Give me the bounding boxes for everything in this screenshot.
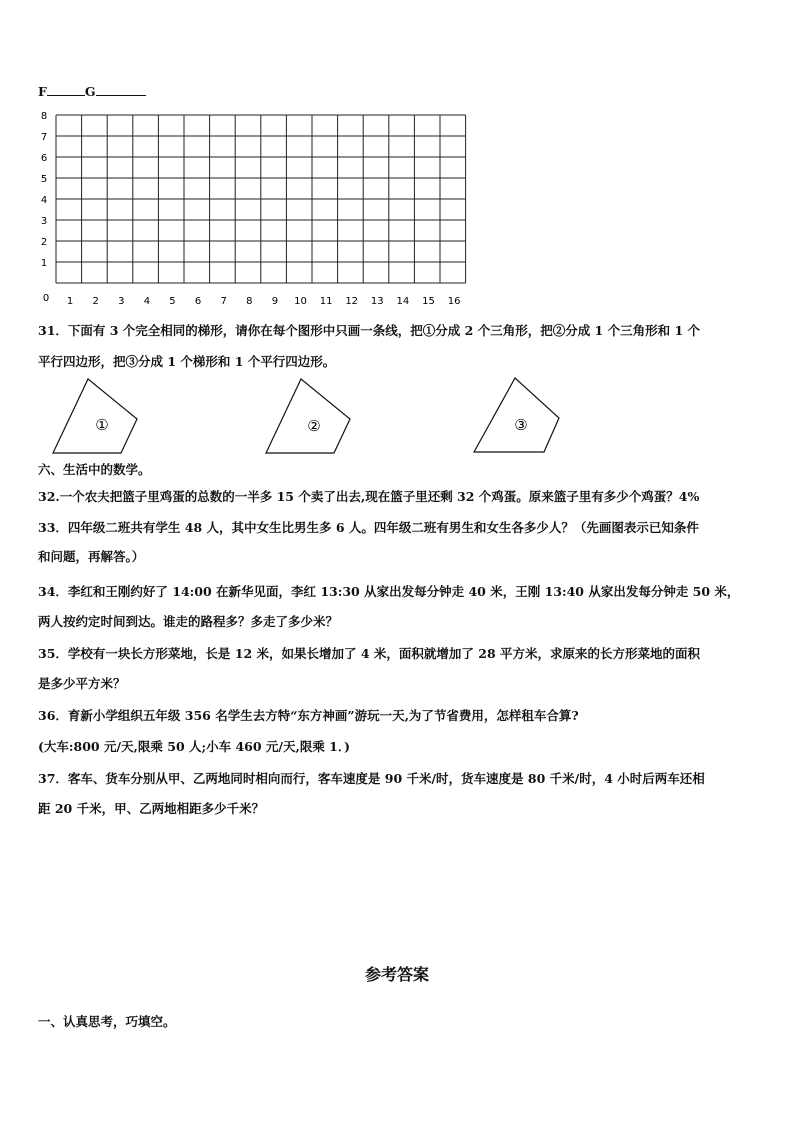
x-axis-label: 13	[370, 296, 384, 307]
question-34-line1: 34．李红和王刚约好了 14:00 在新华见面，李红 13:30 从家出发每分钟走 40 米，王刚 13:40 从家出发每分钟走 50 米，	[38, 584, 740, 599]
blank-g[interactable]	[96, 85, 146, 96]
y-axis-label: 4	[40, 195, 48, 206]
question-35-line1: 35．学校有一块长方形菜地，长是 12 米，如果长增加了 4 米，面积就增加了 28 平方米，求原来的长方形菜地的面积	[38, 646, 700, 661]
label-f: F	[38, 84, 47, 99]
question-37-line2: 距 20 千米，甲、乙两地相距多少千米？	[38, 801, 265, 816]
question-33-line1: 33．四年级二班共有学生 48 人，其中女生比男生多 6 人。四年级二班有男生和女生各多少人？（先画图表示已知条件	[38, 520, 699, 535]
fg-answer-line	[38, 84, 146, 99]
y-axis-label: 2	[40, 237, 48, 248]
question-32: 32.一个农夫把篮子里鸡蛋的总数的一半多 15 个卖了出去,现在篮子里还剩 32 个鸡蛋。原来篮子里有多少个鸡蛋？4%	[38, 489, 700, 504]
question-31-line2: 平行四边形，把③分成 1 个梯形和 1 个平行四边形。	[38, 354, 336, 369]
answers-section-1: 一、认真思考，巧填空。	[38, 1014, 176, 1029]
label-g: G	[84, 84, 96, 99]
origin-label: 0	[42, 293, 50, 304]
y-axis-label: 1	[40, 258, 48, 269]
grid-lines	[56, 115, 466, 283]
x-axis-label: 6	[194, 296, 202, 307]
y-axis-label: 3	[40, 216, 48, 227]
question-36-line2: (大车:800 元/天,限乘 50 人;小车 460 元/天,限乘 1．)	[38, 739, 351, 754]
x-axis-label: 11	[319, 296, 333, 307]
x-axis-label: 14	[396, 296, 410, 307]
trapezoid-2[interactable]	[263, 377, 363, 457]
x-axis-label: 1	[66, 296, 74, 307]
trapezoid-2-label: ②	[307, 417, 321, 435]
question-31-line1: 31．下面有 3 个完全相同的梯形，请你在每个图形中只画一条线，把①分成 2 个三角形，把②分成 1 个三角形和 1 个	[38, 323, 701, 338]
x-axis-label: 4	[143, 296, 151, 307]
blank-f[interactable]	[47, 85, 85, 96]
x-axis-label: 12	[345, 296, 359, 307]
y-axis-label: 5	[40, 174, 48, 185]
x-axis-label: 9	[271, 296, 279, 307]
y-axis-labels	[41, 111, 47, 269]
trapezoid-1[interactable]	[50, 377, 150, 457]
y-axis-label: 6	[40, 153, 48, 164]
question-37-line1: 37．客车、货车分别从甲、乙两地同时相向而行，客车速度是 90 千米/时，货车速度是 80 千米/时，4 小时后两车还相	[38, 771, 705, 786]
x-axis-label: 3	[118, 296, 125, 307]
trapezoid-1-label: ①	[95, 416, 109, 434]
x-axis-labels	[67, 296, 461, 307]
y-axis-label: 7	[40, 132, 48, 143]
question-35-line2: 是多少平方米？	[38, 676, 126, 691]
question-36-line1: 36．育新小学组织五年级 356 名学生去方特“东方神画”游玩一天,为了节省费用，怎样租车合算?	[38, 708, 579, 723]
x-axis-label: 16	[447, 296, 461, 307]
coordinate-grid	[30, 108, 480, 313]
x-axis-label: 2	[92, 296, 99, 307]
x-axis-label: 5	[169, 296, 176, 307]
trapezoid-3-label: ③	[514, 416, 528, 434]
y-axis-label: 8	[40, 111, 48, 122]
x-axis-label: 15	[422, 296, 435, 307]
section-6-heading: 六、生活中的数学。	[38, 462, 151, 477]
answers-title: 参考答案	[364, 965, 429, 984]
question-34-line2: 两人按约定时间到达。谁走的路程多？多走了多少米？	[38, 614, 339, 629]
x-axis-label: 7	[220, 296, 227, 307]
x-axis-label: 8	[246, 296, 253, 307]
x-axis-label: 10	[294, 296, 307, 307]
question-33-line2: 和问题，再解答。）	[38, 549, 145, 564]
trapezoid-3[interactable]	[471, 376, 571, 456]
